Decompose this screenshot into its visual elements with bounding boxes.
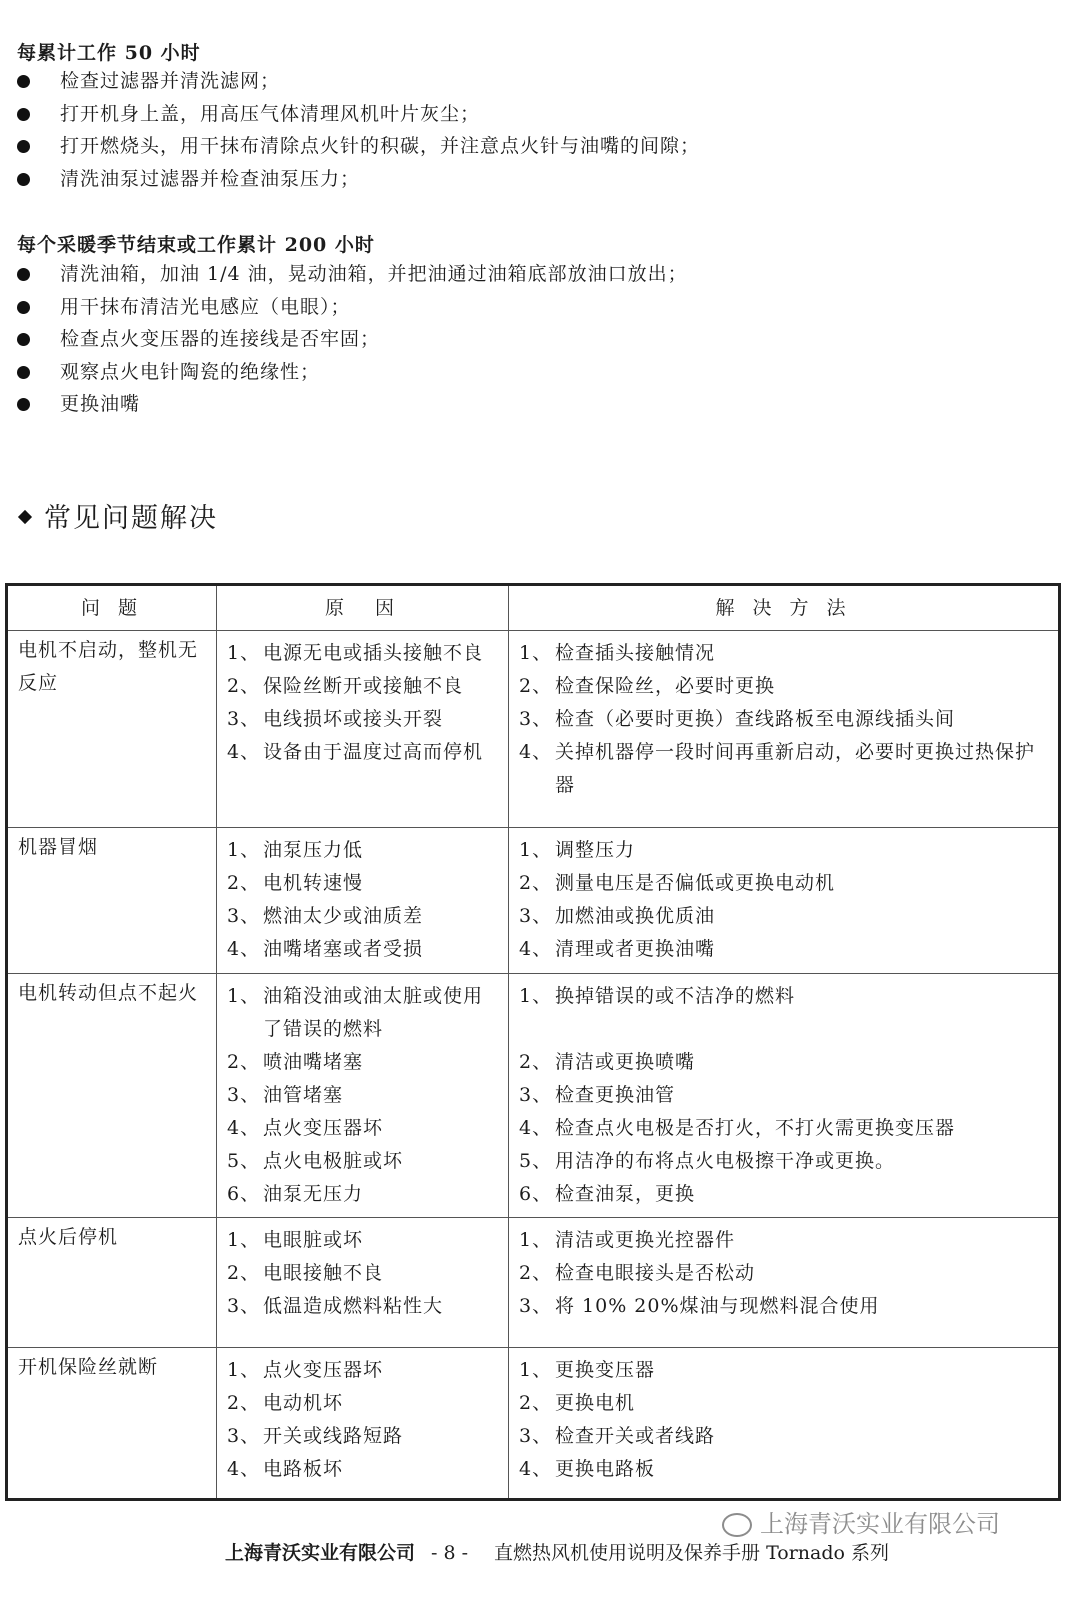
list-item-text: 清洗油泵过滤器并检查油泵压力； bbox=[60, 167, 361, 190]
line-number: 4、 bbox=[519, 1117, 553, 1139]
line-text: 检查（必要时更换）查线路板至电源线插头间 bbox=[555, 708, 956, 730]
maintenance-200h-list bbox=[0, 258, 688, 421]
line-text: 关掉机器停一段时间再重新启动，必要时更换过热保护器 bbox=[555, 741, 1036, 796]
solution-line bbox=[519, 703, 1052, 736]
problem-cell: 电机不启动，整机无反应 bbox=[7, 631, 217, 828]
solution-cell bbox=[509, 828, 1060, 974]
solution-cell bbox=[509, 1218, 1060, 1348]
watermark-text: 上海青沃实业有限公司 bbox=[760, 1510, 1000, 1538]
cause-line bbox=[227, 1387, 502, 1420]
solution-line bbox=[519, 933, 1052, 966]
cause-line bbox=[227, 1453, 502, 1486]
solution-cell bbox=[509, 631, 1060, 828]
list-item bbox=[0, 258, 688, 291]
solution-line bbox=[519, 1354, 1052, 1387]
table-row bbox=[7, 828, 1060, 974]
line-text: 电源无电或插头接触不良 bbox=[263, 642, 484, 664]
problem-cell: 点火后停机 bbox=[7, 1218, 217, 1348]
solution-line bbox=[519, 1145, 1052, 1178]
solution-cell bbox=[509, 974, 1060, 1218]
line-text: 油管堵塞 bbox=[263, 1084, 344, 1106]
line-number: 3、 bbox=[227, 708, 261, 730]
line-text: 点火电极脏或坏 bbox=[263, 1150, 404, 1172]
line-number: 1、 bbox=[227, 1229, 261, 1251]
cause-line bbox=[227, 1354, 502, 1387]
cause-line bbox=[227, 1079, 502, 1112]
cause-line bbox=[227, 1046, 502, 1079]
list-item bbox=[0, 323, 688, 356]
line-number: 3、 bbox=[519, 905, 553, 927]
line-text: 油泵无压力 bbox=[263, 1183, 364, 1205]
faq-title-text: 常见问题解决 bbox=[44, 503, 218, 534]
solution-line bbox=[519, 1224, 1052, 1257]
line-text: 喷油嘴堵塞 bbox=[263, 1051, 364, 1073]
line-number: 3、 bbox=[227, 1295, 261, 1317]
cause-line bbox=[227, 1178, 502, 1211]
header-problem: 问 题 bbox=[7, 585, 217, 631]
line-number: 3、 bbox=[519, 1295, 553, 1317]
solution-line bbox=[519, 834, 1052, 867]
problem-cell: 电机转动但点不起火 bbox=[7, 974, 217, 1218]
solution-line bbox=[519, 900, 1052, 933]
list-item bbox=[0, 130, 700, 163]
table-header-row bbox=[7, 585, 1060, 631]
line-text: 测量电压是否偏低或更换电动机 bbox=[555, 872, 836, 894]
line-number: 6、 bbox=[519, 1183, 553, 1205]
cause-line bbox=[227, 1224, 502, 1257]
line-text: 清洁或更换光控器件 bbox=[555, 1229, 736, 1251]
line-text: 检查插头接触情况 bbox=[555, 642, 716, 664]
line-number: 3、 bbox=[227, 1425, 261, 1447]
cause-line bbox=[227, 1257, 502, 1290]
line-text: 电眼接触不良 bbox=[263, 1262, 384, 1284]
problem-cell: 开机保险丝就断 bbox=[7, 1348, 217, 1500]
solution-cell bbox=[509, 1348, 1060, 1500]
line-number: 1、 bbox=[519, 1359, 553, 1381]
solution-line bbox=[519, 1257, 1052, 1290]
list-item-text: 更换油嘴 bbox=[60, 393, 141, 415]
line-text: 保险丝断开或接触不良 bbox=[263, 675, 464, 697]
line-text: 点火变压器坏 bbox=[263, 1359, 384, 1381]
footer-page-number: - 8 - bbox=[431, 1542, 469, 1564]
cause-cell bbox=[217, 828, 509, 974]
line-text: 开关或线路短路 bbox=[263, 1425, 404, 1447]
line-number: 1、 bbox=[227, 839, 261, 861]
solution-line bbox=[519, 1079, 1052, 1112]
line-text: 检查电眼接头是否松动 bbox=[555, 1262, 756, 1284]
bullet-dot-icon bbox=[17, 398, 30, 411]
line-number: 5、 bbox=[227, 1150, 261, 1172]
line-number: 1、 bbox=[519, 642, 553, 664]
problem-cell: 机器冒烟 bbox=[7, 828, 217, 974]
line-number: 1、 bbox=[227, 1359, 261, 1381]
footer-manual-title: 直燃热风机使用说明及保养手册 Tornado 系列 bbox=[494, 1542, 889, 1564]
line-number: 2、 bbox=[519, 1392, 553, 1414]
page-footer bbox=[225, 1538, 889, 1565]
line-number bbox=[519, 1013, 555, 1046]
line-text: 换掉错误的或不洁净的燃料 bbox=[555, 985, 796, 1007]
line-text: 油泵压力低 bbox=[263, 839, 364, 861]
line-number: 2、 bbox=[227, 675, 261, 697]
cause-line bbox=[227, 736, 502, 769]
faq-heading bbox=[17, 496, 218, 535]
table-row bbox=[7, 1348, 1060, 1500]
list-item bbox=[0, 98, 700, 131]
cause-line bbox=[227, 1420, 502, 1453]
line-text: 检查点火电极是否打火，不打火需更换变压器 bbox=[555, 1117, 956, 1139]
list-item-text: 用干抹布清洁光电感应（电眼）； bbox=[60, 295, 351, 318]
line-text: 检查开关或者线路 bbox=[555, 1425, 716, 1447]
line-text: 低温造成燃料粘性大 bbox=[263, 1295, 444, 1317]
cause-line bbox=[227, 1145, 502, 1178]
cause-cell bbox=[217, 1218, 509, 1348]
line-number: 2、 bbox=[227, 1392, 261, 1414]
solution-line bbox=[519, 1112, 1052, 1145]
bullet-dot-icon bbox=[17, 301, 30, 314]
cause-line bbox=[227, 703, 502, 736]
solution-line bbox=[519, 670, 1052, 703]
list-item-text: 检查过滤器并清洗滤网； bbox=[60, 70, 281, 92]
line-number: 4、 bbox=[519, 938, 553, 960]
line-text: 油箱没油或油太脏或使用了错误的燃料 bbox=[263, 985, 484, 1040]
header-solution: 解 决 方 法 bbox=[509, 585, 1060, 631]
line-text: 更换电路板 bbox=[555, 1458, 656, 1480]
line-text: 设备由于温度过高而停机 bbox=[263, 741, 484, 763]
line-number: 4、 bbox=[227, 1117, 261, 1139]
solution-line bbox=[519, 1387, 1052, 1420]
line-number: 2、 bbox=[519, 1262, 553, 1284]
solution-line bbox=[519, 637, 1052, 670]
solution-line bbox=[519, 980, 1052, 1013]
cause-line bbox=[227, 1290, 502, 1323]
maintenance-50h-title: 每累计工作 50 小时 bbox=[17, 42, 201, 64]
line-text: 用洁净的布将点火电极擦干净或更换。 bbox=[555, 1150, 896, 1172]
line-text: 电动机坏 bbox=[263, 1392, 344, 1414]
troubleshooting-table bbox=[5, 583, 1061, 1501]
cause-line bbox=[227, 900, 502, 933]
bullet-dot-icon bbox=[17, 108, 30, 121]
cause-line bbox=[227, 834, 502, 867]
solution-line bbox=[519, 1420, 1052, 1453]
cause-line bbox=[227, 867, 502, 900]
line-number: 3、 bbox=[227, 905, 261, 927]
line-number: 1、 bbox=[519, 1229, 553, 1251]
bullet-dot-icon bbox=[17, 173, 30, 186]
bullet-dot-icon bbox=[17, 75, 30, 88]
line-number: 4、 bbox=[519, 1458, 553, 1480]
line-number: 1、 bbox=[227, 985, 261, 1007]
line-text: 更换电机 bbox=[555, 1392, 636, 1414]
solution-line bbox=[519, 736, 1052, 802]
line-number: 4、 bbox=[227, 741, 261, 763]
solution-line bbox=[519, 1453, 1052, 1486]
list-item-text: 清洗油箱，加油 1/4 油，晃动油箱，并把油通过油箱底部放油口放出； bbox=[60, 263, 688, 285]
solution-line bbox=[519, 1178, 1052, 1211]
solution-line bbox=[519, 1046, 1052, 1079]
cause-cell bbox=[217, 1348, 509, 1500]
line-text: 检查保险丝，必要时更换 bbox=[555, 675, 776, 697]
diamond-bullet-icon bbox=[18, 510, 32, 524]
table-row bbox=[7, 631, 1060, 828]
line-text: 将 10% 20%煤油与现燃料混合使用 bbox=[555, 1295, 880, 1317]
line-text bbox=[555, 1013, 1052, 1046]
solution-line bbox=[519, 867, 1052, 900]
line-number: 1、 bbox=[519, 985, 553, 1007]
line-text: 调整压力 bbox=[555, 839, 636, 861]
maintenance-50h-list bbox=[0, 65, 700, 195]
line-text: 电眼脏或坏 bbox=[263, 1229, 364, 1251]
cause-line bbox=[227, 980, 502, 1046]
line-number: 3、 bbox=[519, 1084, 553, 1106]
list-item-text: 打开机身上盖，用高压气体清理风机叶片灰尘； bbox=[60, 102, 481, 125]
list-item bbox=[0, 65, 700, 98]
list-item-text: 观察点火电针陶瓷的绝缘性； bbox=[60, 360, 321, 383]
header-cause: 原 因 bbox=[217, 585, 509, 631]
line-number: 3、 bbox=[519, 1425, 553, 1447]
cause-cell bbox=[217, 631, 509, 828]
line-text: 检查更换油管 bbox=[555, 1084, 676, 1106]
bullet-dot-icon bbox=[17, 268, 30, 281]
maintenance-200h-title: 每个采暖季节结束或工作累计 200 小时 bbox=[17, 234, 375, 256]
list-item-text: 打开燃烧头，用干抹布清除点火针的积碳，并注意点火针与油嘴的间隙； bbox=[60, 135, 701, 157]
line-number: 2、 bbox=[227, 1262, 261, 1284]
line-text: 清理或者更换油嘴 bbox=[555, 938, 716, 960]
list-item bbox=[0, 356, 688, 389]
line-number: 5、 bbox=[519, 1150, 553, 1172]
line-text: 加燃油或换优质油 bbox=[555, 905, 716, 927]
line-number: 2、 bbox=[227, 1051, 261, 1073]
line-number: 6、 bbox=[227, 1183, 261, 1205]
wechat-watermark bbox=[722, 1504, 1000, 1539]
table-row bbox=[7, 1218, 1060, 1348]
line-text: 清洁或更换喷嘴 bbox=[555, 1051, 696, 1073]
line-number: 3、 bbox=[227, 1084, 261, 1106]
solution-line bbox=[519, 1290, 1052, 1323]
line-text: 燃油太少或油质差 bbox=[263, 905, 424, 927]
line-number: 4、 bbox=[227, 1458, 261, 1480]
bullet-dot-icon bbox=[17, 333, 30, 346]
cause-cell bbox=[217, 974, 509, 1218]
line-number: 2、 bbox=[227, 872, 261, 894]
line-text: 电机转速慢 bbox=[263, 872, 364, 894]
footer-company: 上海青沃实业有限公司 bbox=[225, 1542, 416, 1564]
line-number: 4、 bbox=[227, 938, 261, 960]
cause-line bbox=[227, 670, 502, 703]
bullet-dot-icon bbox=[17, 366, 30, 379]
bullet-dot-icon bbox=[17, 140, 30, 153]
line-text: 电线损坏或接头开裂 bbox=[263, 708, 444, 730]
line-text: 检查油泵，更换 bbox=[555, 1183, 696, 1205]
wechat-icon bbox=[722, 1513, 752, 1537]
list-item bbox=[0, 163, 700, 196]
line-number: 2、 bbox=[519, 675, 553, 697]
line-text: 点火变压器坏 bbox=[263, 1117, 384, 1139]
line-text: 电路板坏 bbox=[263, 1458, 344, 1480]
line-number: 4、 bbox=[519, 741, 553, 763]
line-number: 3、 bbox=[519, 708, 553, 730]
list-item bbox=[0, 388, 688, 421]
line-number: 1、 bbox=[519, 839, 553, 861]
line-number: 2、 bbox=[519, 872, 553, 894]
table-body bbox=[7, 631, 1060, 1500]
solution-line bbox=[519, 1013, 1052, 1046]
list-item bbox=[0, 291, 688, 324]
cause-line bbox=[227, 637, 502, 670]
table-row bbox=[7, 974, 1060, 1218]
list-item-text: 检查点火变压器的连接线是否牢固； bbox=[60, 328, 381, 350]
line-text: 更换变压器 bbox=[555, 1359, 656, 1381]
cause-line bbox=[227, 1112, 502, 1145]
line-number: 1、 bbox=[227, 642, 261, 664]
cause-line bbox=[227, 933, 502, 966]
line-number: 2、 bbox=[519, 1051, 553, 1073]
line-text: 油嘴堵塞或者受损 bbox=[263, 938, 424, 960]
